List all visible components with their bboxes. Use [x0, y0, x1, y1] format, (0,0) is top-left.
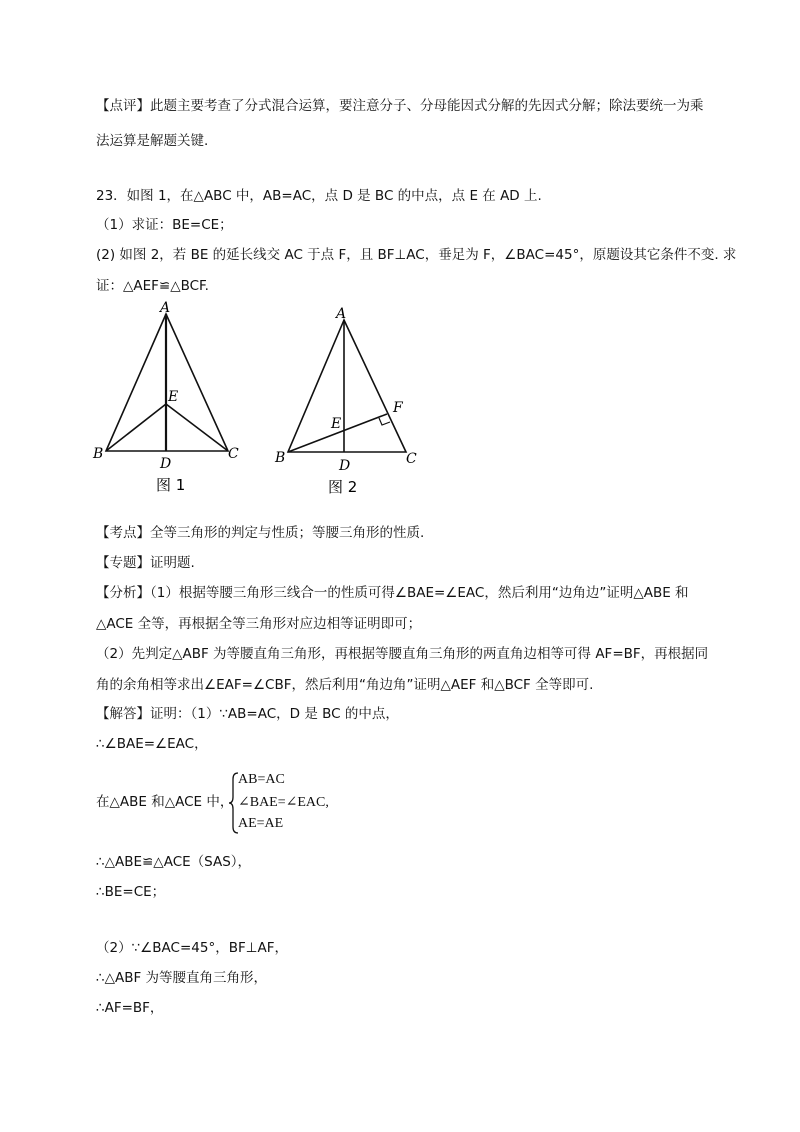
figures-svg [88, 300, 438, 500]
fig2-label-d: D [339, 458, 351, 474]
step2-line: ∴△ABE≌△ACE（SAS）， [96, 854, 252, 870]
fig1-label-a: A [160, 300, 171, 316]
part2-step1-line: （2）∵∠BAC=45°，BF⊥AF， [96, 940, 288, 956]
fenxi-line-3: （2）先判定△ABF 为等腰直角三角形，再根据等腰直角三角形的两直角边相等可得 AF=BF，再根据同 [96, 646, 709, 662]
step1-line: ∴∠BAE=∠EAC， [96, 736, 208, 752]
in-triangles-text: 在△ABE 和△ACE 中， [96, 794, 234, 810]
figures [88, 300, 438, 500]
fig1-label-e: E [168, 389, 179, 405]
fig1-caption: 图 1 [156, 476, 186, 494]
part2-step2-line: ∴△ABF 为等腰直角三角形， [96, 970, 268, 986]
fig2-label-f: F [393, 400, 403, 416]
fig1-segment-be [106, 404, 166, 451]
system-row-3: AE=AE [238, 816, 284, 831]
figure-1 [106, 314, 228, 451]
fig2-label-b: B [275, 450, 286, 466]
jieda-line: 【解答】证明：（1）∵AB=AC，D 是 BC 的中点， [96, 706, 399, 722]
comment-line-2: 法运算是解题关键. [96, 133, 209, 149]
problem-title: 23．如图 1，在△ABC 中，AB=AC，点 D 是 BC 的中点，点 E 在 AD 上. [96, 188, 542, 204]
fig2-label-e: E [331, 416, 342, 432]
fig2-triangle-abc [288, 320, 406, 452]
fenxi-line-2: △ACE 全等，再根据全等三角形对应边相等证明即可； [96, 616, 422, 632]
fig1-segment-ce [166, 404, 228, 451]
equation-system [228, 772, 348, 834]
fig1-label-c: C [228, 446, 239, 462]
comment-line-1: 【点评】此题主要考查了分式混合运算，要注意分子、分母能因式分解的先因式分解；除法要统一为乘 [96, 98, 704, 114]
zhuanti-line: 【专题】证明题. [96, 555, 195, 571]
problem-part1: （1）求证：BE=CE； [96, 217, 233, 233]
fenxi-line-4: 角的余角相等求出∠EAF=∠CBF，然后利用“角边角”证明△AEF 和△BCF 全等即可. [96, 677, 594, 693]
kaodian-line: 【考点】全等三角形的判定与性质；等腰三角形的性质. [96, 525, 425, 541]
figure-2 [288, 320, 406, 452]
fig2-caption: 图 2 [328, 478, 358, 496]
fenxi-line-1: 【分析】（1）根据等腰三角形三线合一的性质可得∠BAE=∠EAC，然后利用“边角边”证明△ABE 和 [96, 585, 689, 601]
part2-step3-line: ∴AF=BF， [96, 1000, 164, 1016]
fig2-label-c: C [406, 451, 417, 467]
fig1-label-b: B [93, 446, 104, 462]
system-row-1: AB=AC [238, 772, 285, 787]
problem-part2-line2: 证：△AEF≌△BCF. [96, 278, 209, 294]
fig2-label-a: A [336, 306, 347, 322]
problem-part2-line1: (2) 如图 2，若 BE 的延长线交 AC 于点 F，且 BF⊥AC，垂足为 F，∠BAC=45°，原题设其它条件不变. 求 [96, 247, 737, 263]
fig1-label-d: D [160, 456, 172, 472]
system-row-2: ∠BAE=∠EAC, [238, 795, 329, 810]
step3-line: ∴BE=CE； [96, 884, 166, 900]
fig2-right-angle-mark [379, 418, 390, 425]
